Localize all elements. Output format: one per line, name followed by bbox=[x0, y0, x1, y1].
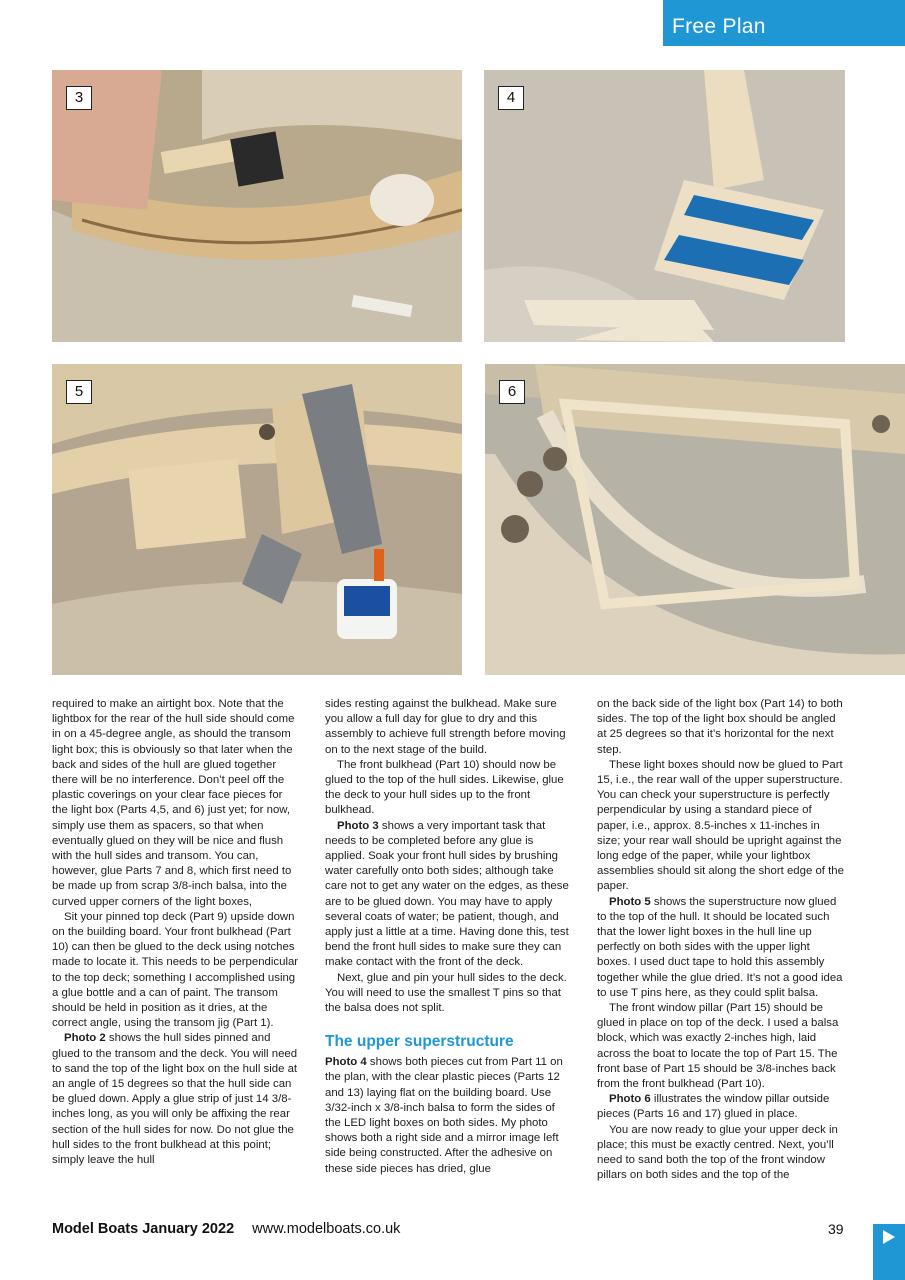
paragraph: Photo 4 shows both pieces cut from Part 11 on the plan, with the clear plastic pieces (Parts 12 and 13) laying flat on the building board. Use 3/32-inch x 3/8-inch balsa to form the sides of the LED light boxes on both sides. My photo shows both a right side and a mirror image left side being constructed. After the adhesive on these side pieces has dried, glue bbox=[325, 1056, 563, 1175]
paragraph: Next, glue and pin your hull sides to the deck. You will need to use the smallest T pins so that the balsa does not split. bbox=[325, 971, 567, 1015]
section-heading: The upper superstructure bbox=[325, 1033, 514, 1051]
photo-reference: Photo 2 bbox=[64, 1032, 106, 1045]
paragraph: Photo 6 illustrates the window pillar outside pieces (Parts 16 and 17) glued in place. bbox=[597, 1093, 830, 1121]
photo-4 bbox=[484, 70, 845, 342]
paragraph: Photo 5 shows the superstructure now glued to the top of the hull. It should be located such that the lower light boxes in the hull line up perfectly on both sides with the upper light boxes. I used duct tape to hold this assembly together while the glue dried. It’s not a good idea to use T pins here, as they could split balsa. bbox=[597, 895, 843, 999]
photo-6 bbox=[485, 364, 905, 675]
paragraph: Photo 3 shows a very important task that needs to be completed before any glue is applied. Soak your front hull sides by brushing water carefully onto both sides; although take care not to get any water on the edges, as these are to be glued down. You may have to apply several coats of water; be patient, though, and apply just a little at a time. Having done this, test bend the front hull sides to make sure they can make contact with the front of the deck. bbox=[325, 819, 569, 969]
play-arrow-icon bbox=[883, 1230, 895, 1244]
paragraph: Photo 2 shows the hull sides pinned and glued to the transom and the deck. You will need to sand the top of the light box on the hull side at an angle of 15 degrees so that the hull side can be glued down. Apply a glue strip of just 14 3/8-inches long, as you will only be affixing the rear section of the hull sides for now. Do not glue the hull sides to the front bulkhead at this point; simply leave the hull bbox=[52, 1032, 298, 1167]
paragraph: required to make an airtight box. Note that the lightbox for the rear of the hull side should come in on a 45-degree angle, as should the transom light box; this is obviously so that later when the back and sides of the hull are glued together there will be no interference. Don’t peel off the plastic coverings on your clear face pieces for the light box (Parts 4,5, and 6) just yet; for now, simply use them as spacers, so that when eventually glued on they will be nice and flush with the hull sides and transom. You can, however, glue Parts 7 and 8, which first need to be made up from scrap 3/8-inch balsa, into the curved upper corners of the light boxes, bbox=[52, 698, 295, 908]
footer bbox=[52, 1221, 400, 1237]
text-column-1 bbox=[52, 697, 300, 1168]
photo-number: 6 bbox=[499, 380, 525, 404]
magazine-title: Model Boats January 2022 bbox=[52, 1221, 235, 1237]
photo-reference: Photo 6 bbox=[609, 1093, 651, 1106]
photo-reference: Photo 3 bbox=[337, 819, 379, 832]
photo-reference: Photo 4 bbox=[325, 1056, 367, 1069]
photo-number: 4 bbox=[498, 86, 524, 110]
paragraph: sides resting against the bulkhead. Make sure you allow a full day for glue to dry and this assembly to achieve full strength before moving on to the next stage of the build. bbox=[325, 698, 566, 756]
photo-number: 3 bbox=[66, 86, 92, 110]
paragraph: Sit your pinned top deck (Part 9) upside down on the building board. Your front bulkhead (Part 10) can then be glued to the deck using notches made to locate it. This needs to be perpendicular to the top deck; something I accomplished using a glue bottle and a can of paint. The transom should be held in position as it dries, at the correct angle, using the transom jig (Part 1). bbox=[52, 910, 299, 1030]
paragraph: You are now ready to glue your upper deck in place; this must be exactly centred. Next, you’ll need to sand both the top of the front window pillars on both sides and the top of the bbox=[597, 1123, 838, 1182]
next-page-button[interactable] bbox=[873, 1224, 905, 1280]
photo-3 bbox=[52, 70, 462, 342]
page-number: 39 bbox=[828, 1221, 844, 1237]
section-tab-label: Free Plan bbox=[672, 15, 766, 38]
photo-5 bbox=[52, 364, 462, 675]
website-link[interactable]: www.modelboats.co.uk bbox=[252, 1221, 401, 1237]
paragraph: The front bulkhead (Part 10) should now be glued to the top of the hull sides. Likewise, glue the deck to your hull sides up to the front bulkhead. bbox=[325, 758, 564, 817]
paragraph: These light boxes should now be glued to Part 15, i.e., the rear wall of the upper superstructure. You can check your superstructure is perfectly perpendicular by using a standard piece of paper, i.e., approx. 8.5-inches x 11-inches in size; your rear wall should be upright against the long edge of the paper, while your lightbox assemblies should sit along the short edge of the paper. bbox=[597, 758, 844, 893]
text-column-2 bbox=[325, 697, 573, 1177]
section-tab bbox=[663, 0, 905, 46]
photo-reference: Photo 5 bbox=[609, 895, 651, 908]
paragraph: The front window pillar (Part 15) should be glued in place on top of the deck. I used a balsa block, which was exactly 2-inches high, laid across the boat to locate the top of Part 15. The front base of Part 15 should be 3/8-inches back from the front bulkhead (Part 10). bbox=[597, 1002, 839, 1091]
paragraph: on the back side of the light box (Part 14) to both sides. The top of the light box should be angled at 25 degrees so that it’s horizontal for the next step. bbox=[597, 698, 843, 756]
photo-number: 5 bbox=[66, 380, 92, 404]
text-column-3 bbox=[597, 697, 845, 1184]
